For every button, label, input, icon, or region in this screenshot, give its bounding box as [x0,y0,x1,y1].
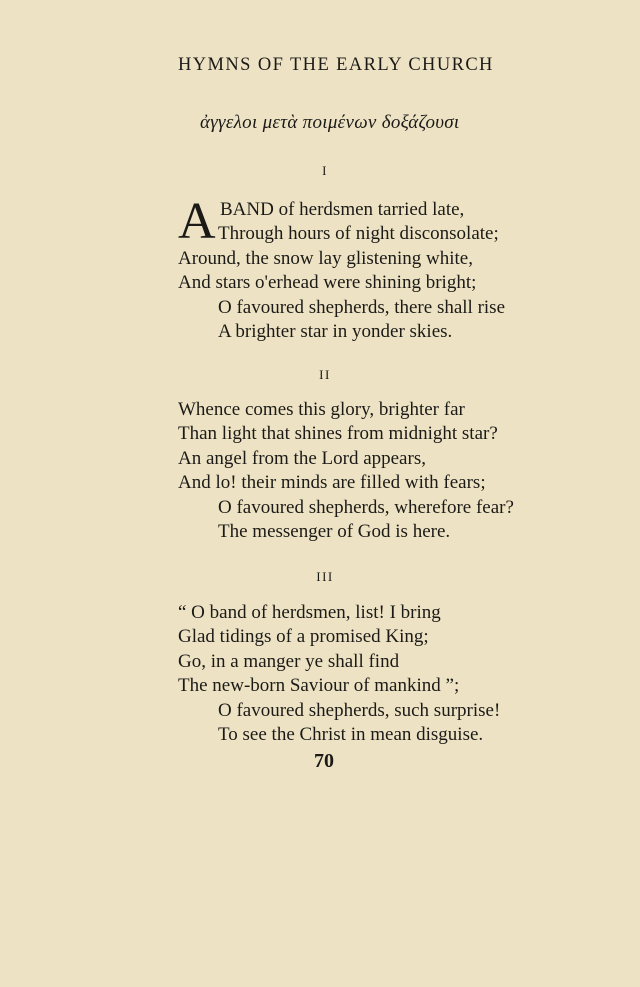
verse-line: And stars o'erhead were shining bright; [178,272,477,294]
verse-line: Go, in a manger ye shall find [178,650,400,672]
verse-line: Whence comes this glory, brighter far [178,399,465,420]
verse-line: Through hours of night disconsolate; [218,223,499,245]
verse-line: The new-born Saviour of mankind ”; [178,675,460,697]
stanza-number-2: II [319,367,331,382]
verse-line: Than light that shines from midnight star? [178,423,498,445]
verse-line: The messenger of God is here. [218,520,451,542]
verse-line: O favoured shepherds, wherefore fear? [218,496,514,518]
drop-cap: A [178,193,216,250]
stanza-2 [178,398,618,544]
verse-line: To see the Christ in mean disguise. [218,723,484,745]
stanza-number-1: I [322,163,328,178]
verse-line: BAND of herdsmen tarried late, [220,199,465,220]
stanza-3 [178,601,618,747]
verse-line: Glad tidings of a promised King; [178,626,429,648]
verse-line: A brighter star in yonder skies. [218,320,453,342]
greek-epigraph: ἀγγελοι μετὰ ποιμένων δοξάζουσι [200,112,460,133]
verse-line: O favoured shepherds, there shall rise [218,296,506,318]
verse-line: An angel from the Lord appears, [178,447,426,469]
verse-line: O favoured shepherds, such surprise! [218,699,501,721]
stanza-number-3: III [316,569,334,584]
stanza-1 [178,193,618,344]
verse-line: And lo! their minds are filled with fears; [178,472,486,494]
verse-line: “ O band of herdsmen, list! I bring [178,602,441,623]
running-head: HYMNS OF THE EARLY CHURCH [178,55,494,75]
page-number: 70 [314,750,334,772]
verse-line: Around, the snow lay glistening white, [178,247,473,269]
